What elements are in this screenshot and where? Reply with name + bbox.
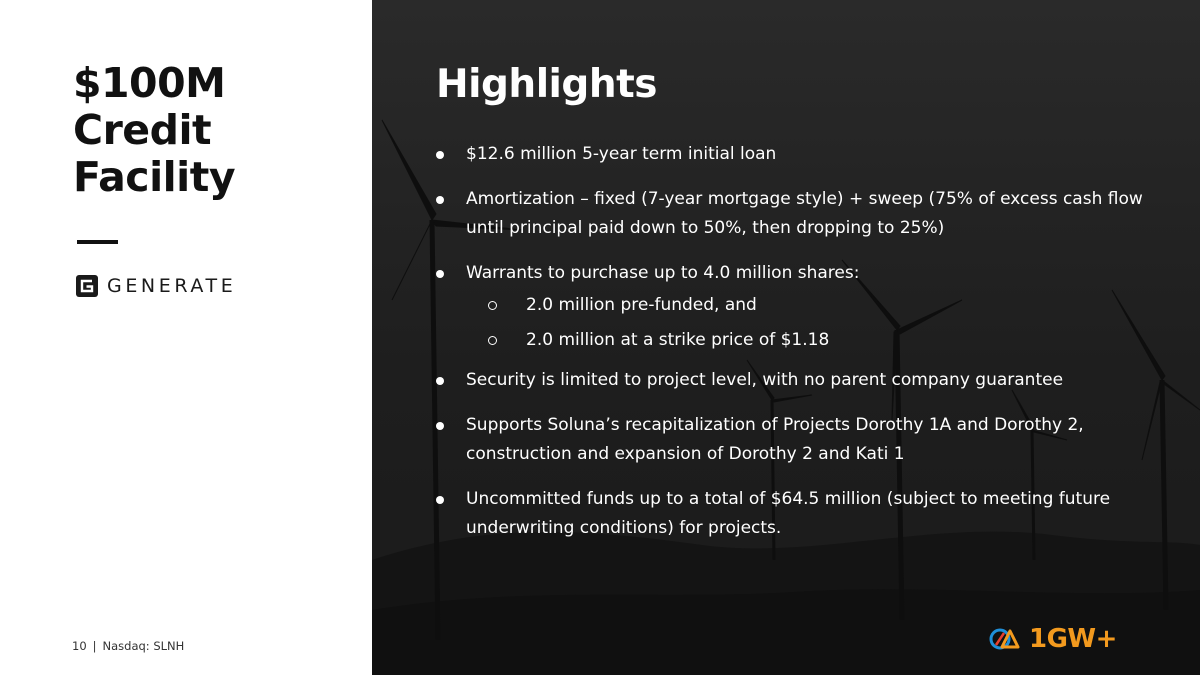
bullet-icon <box>436 196 444 204</box>
list-item <box>436 411 1156 469</box>
bullet-icon <box>436 377 444 385</box>
brand-badge <box>988 624 1117 654</box>
bullet-text: Supports Soluna’s recapitalization of Projects Dorothy 1A and Dorothy 2, construction and expansion of Dorothy 2 and Kati 1 <box>466 415 1084 464</box>
list-item <box>436 366 1156 395</box>
left-panel <box>0 0 372 675</box>
warrants-sublist <box>436 288 1156 358</box>
slide-title-line-1: $100M <box>73 59 226 107</box>
bullet-text: $12.6 million 5-year term initial loan <box>466 144 777 164</box>
generate-logo-icon <box>76 275 98 297</box>
footer <box>72 639 184 653</box>
generate-logo-text: GENERATE <box>107 275 237 297</box>
list-item <box>436 185 1156 243</box>
slide-title <box>73 60 353 201</box>
sub-bullet-icon <box>488 336 497 345</box>
bullet-text: Amortization – fixed (7-year mortgage style) + sweep (75% of excess cash flow until principal paid down to 50%, then dropping to 25%) <box>466 189 1143 238</box>
slide-title-line-3: Facility <box>73 153 236 201</box>
list-item <box>436 140 1156 169</box>
list-item <box>436 485 1156 543</box>
sub-bullet-icon <box>488 301 497 310</box>
page-number: 10 <box>72 639 87 653</box>
bullet-text: Security is limited to project level, with no parent company guarantee <box>466 370 1064 390</box>
sub-bullet-text: 2.0 million pre-funded, and <box>526 295 757 315</box>
slide-title-line-2: Credit <box>73 106 212 154</box>
bullet-icon <box>436 270 444 278</box>
highlights-heading: Highlights <box>436 62 657 107</box>
exchange-ticker: Nasdaq: SLNH <box>102 639 185 653</box>
bullet-icon <box>436 496 444 504</box>
sub-list-item <box>436 323 1156 358</box>
sub-bullet-text: 2.0 million at a strike price of $1.18 <box>526 330 830 350</box>
bullet-text: Uncommitted funds up to a total of $64.5 million (subject to meeting future underwriting conditions) for projects. <box>466 489 1111 538</box>
footer-separator: | <box>92 639 97 653</box>
title-divider <box>77 240 118 244</box>
brand-mark-icon <box>988 627 1024 651</box>
list-item <box>436 259 1156 358</box>
bullet-text: Warrants to purchase up to 4.0 million shares: <box>466 263 860 283</box>
bullet-icon <box>436 422 444 430</box>
generate-logo <box>76 275 236 297</box>
bullet-icon <box>436 151 444 159</box>
highlights-list <box>436 140 1156 559</box>
highlights-panel <box>372 0 1200 675</box>
sub-list-item <box>436 288 1156 323</box>
brand-badge-text: 1GW+ <box>1029 624 1117 654</box>
